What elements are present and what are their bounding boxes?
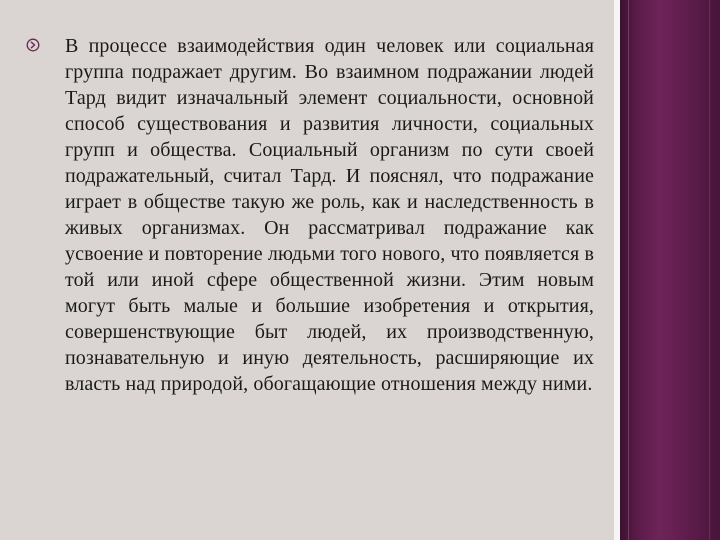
decorative-side-panel xyxy=(620,0,720,540)
bullet-icon-svg xyxy=(26,38,40,52)
bullet-paragraph: В процессе взаимодействия один человек или социальная группа подражает другим. Во взаимном подражании людей Тард видит изначальный элемент социальности, основной способ существования и развития личности, социальных групп и общества. Социальный организм по сути своей подражательный, считал Тард. И пояснял, что подражание играет в обществе такую же роль, как и наследственность в живых организмах. Он рассматривал подражание как усвоение и повторение людьми того нового, что появляется в той или иной сфере общественной жизни. Этим новым могут быть малые и большие изобретения и открытия, совершенствующие быт людей, их производственную, познавательную и иную деятельность, расширяющие их власть над природой, обогащающие отношения между ними. xyxy=(65,35,594,395)
circle-arrow-bullet-icon xyxy=(26,38,40,52)
